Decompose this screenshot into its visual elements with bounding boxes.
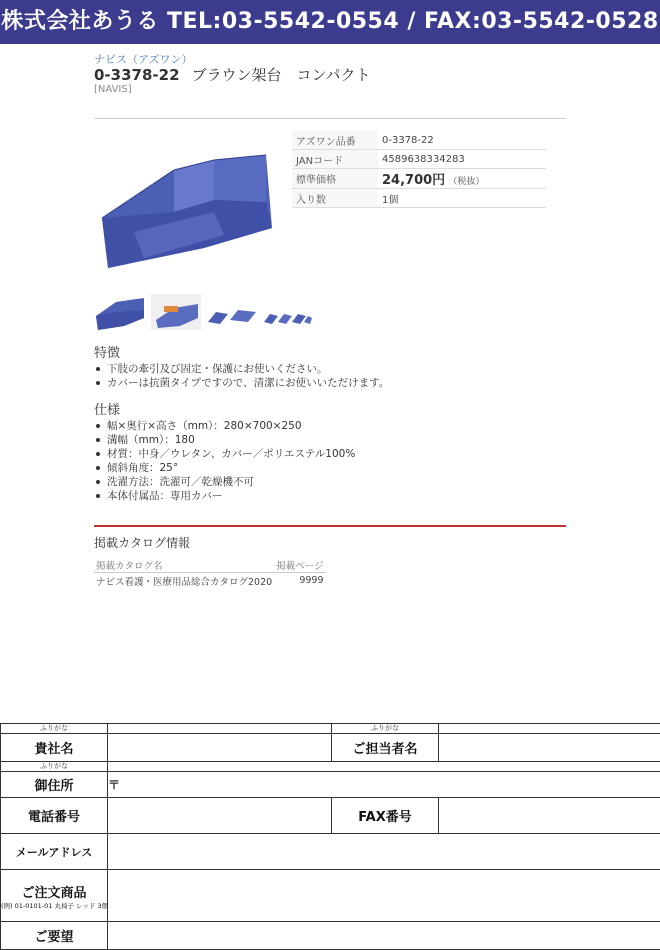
info-key: 標準価格 [292,169,378,189]
thumbnail-3[interactable] [206,292,258,332]
specs-title: 仕様 [94,399,120,418]
divider [94,118,566,119]
list-item: カバーは抗菌タイプですので、清潔にお使いいただけます。 [94,376,389,390]
info-row [292,189,546,208]
fax-field[interactable] [439,798,660,834]
list-item: 下肢の牽引及び固定・保護にお使いください。 [94,362,389,376]
product-name: ブラウン架台 コンパクト [192,66,371,84]
table-row [94,573,326,589]
phone-label: 電話番号 [1,798,108,834]
email-label: メールアドレス [1,834,108,870]
features-list [94,362,389,390]
company-furigana-field[interactable] [108,724,332,734]
thumbnail-4[interactable] [262,292,314,332]
address-label: 御住所 [1,772,108,798]
thumbnail-strip [94,292,314,332]
person-furigana-field[interactable] [439,724,660,734]
request-label: ご要望 [1,922,108,950]
address-furigana-field[interactable] [108,762,660,772]
info-value [378,169,546,189]
col-catalog-name: 掲載カタログ名 [94,558,274,573]
company-field[interactable] [108,734,332,762]
col-catalog-page: 掲載ページ [274,558,325,573]
product-main-image [94,140,274,270]
fax-label: FAX番号 [332,798,439,834]
product-info-table [292,131,546,208]
request-field[interactable] [108,922,660,950]
address-field[interactable]: 〒 [108,772,660,798]
header-banner: 株式会社あうる TEL:03-5542-0554 / FAX:03-5542-0528 [0,0,660,44]
phone-field[interactable] [108,798,332,834]
thumbnail-2[interactable] [150,292,202,332]
info-row [292,169,546,189]
info-key: JANコード [292,150,378,169]
section-divider [94,525,566,527]
order-label-cell [1,870,108,922]
list-item: 洗濯方法：洗濯可／乾燥機不可 [94,475,355,489]
tax-note: （税抜） [448,177,484,187]
info-key: アズワン品番 [292,131,378,150]
furigana-label: ふりがな [332,724,439,734]
catalog-name: ナビス看護・医療用品総合カタログ2020 [94,573,274,589]
info-value: 4589638334283 [378,150,546,169]
specs-list [94,419,355,503]
list-item: 本体付属品：専用カバー [94,489,355,503]
brand-link[interactable]: ナビス（アズワン） [94,51,193,67]
catalog-page: 9999 [274,573,325,589]
person-field[interactable] [439,734,660,762]
order-label: ご注文商品 [1,882,107,901]
catalog-title: 掲載カタログ情報 [94,534,190,551]
person-label: ご担当者名 [332,734,439,762]
order-field[interactable] [108,870,660,922]
price: 24,700円 [382,173,445,188]
brand-en: [NAVIS] [94,84,132,95]
thumbnail-1[interactable] [94,292,146,332]
order-form [0,723,660,950]
list-item: 材質：中身／ウレタン、カバー／ポリエステル100% [94,447,355,461]
catalog-table [94,558,326,588]
product-code: 0-3378-22 [94,66,180,84]
features-title: 特徴 [94,342,120,361]
company-label: 貴社名 [1,734,108,762]
furigana-label: ふりがな [1,724,108,734]
info-value: 0-3378-22 [378,131,546,150]
info-value: 1個 [378,189,546,208]
list-item: 傾斜角度：25° [94,461,355,475]
product-title [94,64,370,85]
info-key: 入り数 [292,189,378,208]
info-row [292,131,546,150]
list-item: 溝幅（mm）：180 [94,433,355,447]
list-item: 幅×奥行×高さ（mm）：280×700×250 [94,419,355,433]
furigana-label: ふりがな [1,762,108,772]
email-field[interactable] [108,834,660,870]
info-row [292,150,546,169]
order-example: (例) 01-0101-01 丸椅子 レッド 3個 [1,901,107,910]
